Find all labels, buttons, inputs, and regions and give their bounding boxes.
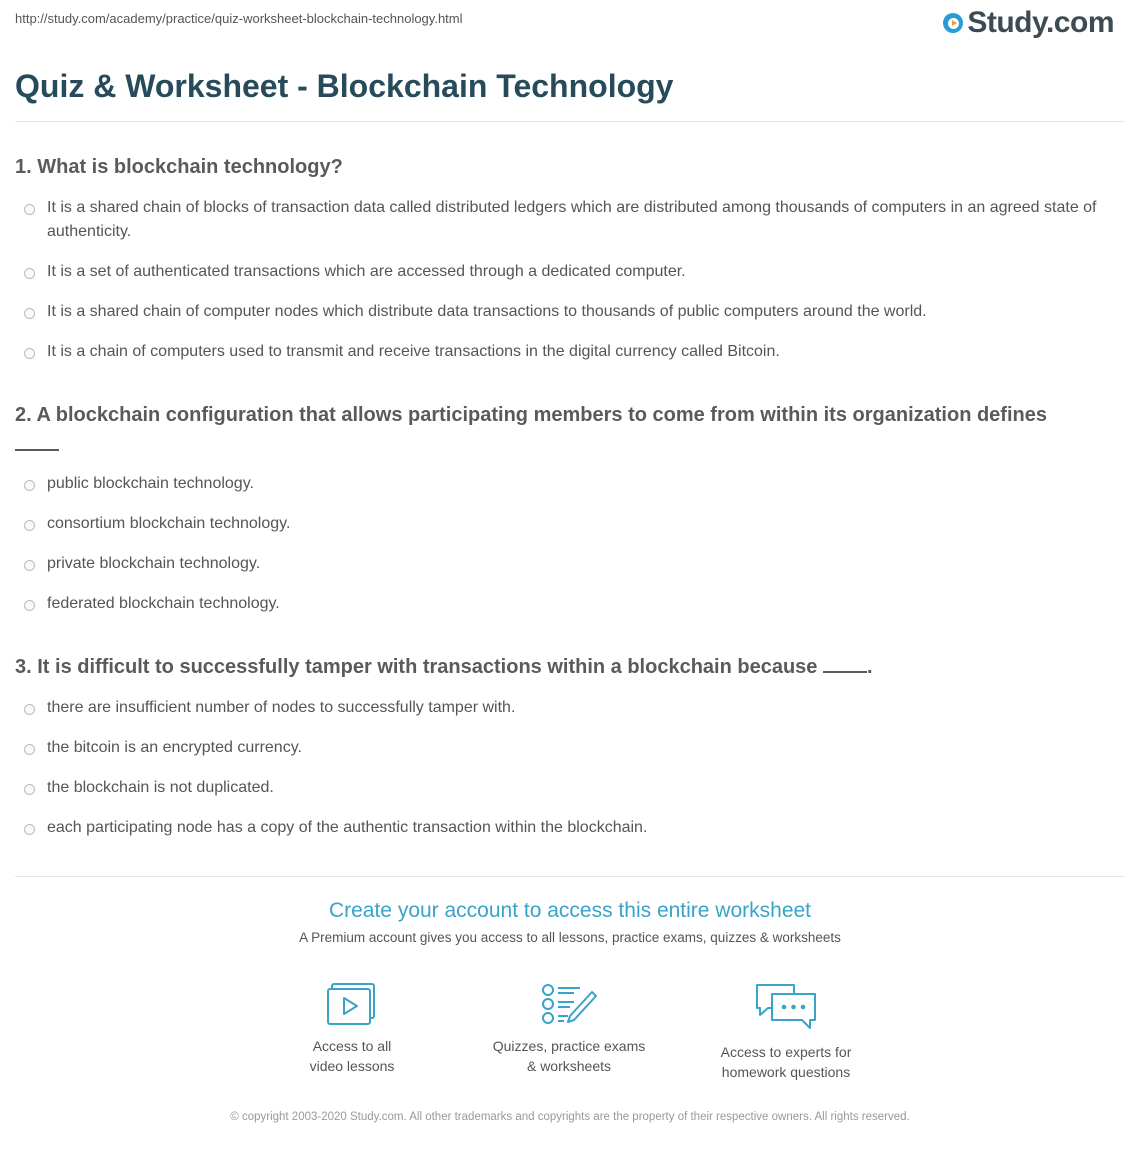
question-text (15, 400, 1115, 460)
feature-video-lessons (252, 982, 452, 1076)
question-1 (15, 152, 1115, 360)
answer-text: each participating node has a copy of the authentic transaction within the blockchain. (47, 819, 648, 836)
chat-experts-icon (754, 982, 818, 1034)
answer-option[interactable] (15, 512, 1115, 536)
page-title: Quiz & Worksheet - Blockchain Technology (15, 68, 674, 104)
radio-button[interactable] (24, 784, 35, 795)
answer-option[interactable] (15, 696, 1115, 720)
answer-blank (823, 653, 867, 673)
answer-option[interactable] (15, 340, 1115, 364)
answer-blank (15, 431, 59, 451)
logo-text: Study.com (967, 6, 1114, 39)
video-lesson-icon (326, 982, 378, 1028)
feature-label: Access to all video lessons (309, 1038, 395, 1074)
radio-button[interactable] (24, 268, 35, 279)
answer-text: private blockchain technology. (47, 555, 261, 572)
question-text-content: 2. A blockchain configuration that allows participating members to come from within its organization defines (15, 404, 1047, 426)
feature-label: Quizzes, practice exams & worksheets (492, 1038, 646, 1074)
radio-button[interactable] (24, 744, 35, 755)
radio-button[interactable] (24, 480, 35, 491)
answer-text: the bitcoin is an encrypted currency. (47, 739, 302, 756)
feature-experts (686, 982, 886, 1082)
answer-text: It is a shared chain of blocks of transaction data called distributed ledgers which are distributed among thousands of computers in an agreed state of authenticity. (47, 199, 1097, 240)
question-text: 1. What is blockchain technology? (15, 156, 343, 178)
question-2 (15, 400, 1115, 612)
quiz-checklist-icon (540, 982, 598, 1028)
answer-option[interactable] (15, 816, 1115, 840)
copyright-text: © copyright 2003-2020 Study.com. All other trademarks and copyrights are the property of their respective owners. All rights reserved. (230, 1111, 910, 1123)
question-text (15, 652, 1115, 682)
answer-text: consortium blockchain technology. (47, 515, 291, 532)
answer-option[interactable] (15, 776, 1115, 800)
cta-create-account-link[interactable]: Create your account to access this entire worksheet (328, 899, 812, 922)
answer-text: federated blockchain technology. (47, 595, 280, 612)
answer-text: It is a chain of computers used to transmit and receive transactions in the digital currency called Bitcoin. (47, 343, 780, 360)
answer-option[interactable] (15, 552, 1115, 576)
feature-label: Access to experts for homework questions (720, 1044, 852, 1080)
radio-button[interactable] (24, 348, 35, 359)
page-url: http://study.com/academy/practice/quiz-worksheet-blockchain-technology.html (15, 11, 463, 26)
radio-button[interactable] (24, 824, 35, 835)
radio-button[interactable] (24, 600, 35, 611)
feature-quizzes (469, 982, 669, 1076)
cta-subtitle: A Premium account gives you access to all lessons, practice exams, quizzes & worksheets (299, 930, 841, 945)
answer-option[interactable] (15, 736, 1115, 760)
answer-option[interactable] (15, 592, 1115, 616)
answer-option[interactable] (15, 196, 1115, 244)
radio-button[interactable] (24, 704, 35, 715)
play-logo-icon (943, 13, 963, 33)
answer-text: It is a set of authenticated transactions which are accessed through a dedicated computer. (47, 263, 686, 280)
radio-button[interactable] (24, 308, 35, 319)
study-logo[interactable] (943, 6, 1114, 40)
radio-button[interactable] (24, 560, 35, 571)
answer-text: the blockchain is not duplicated. (47, 779, 274, 796)
answer-option[interactable] (15, 472, 1115, 496)
radio-button[interactable] (24, 520, 35, 531)
question-text-content: 3. It is difficult to successfully tamper with transactions within a blockchain because (15, 656, 818, 678)
question-3 (15, 652, 1115, 836)
answer-option[interactable] (15, 300, 1115, 324)
answer-text: public blockchain technology. (47, 475, 254, 492)
question-text-end: . (866, 656, 873, 678)
divider (15, 121, 1125, 122)
answer-text: It is a shared chain of computer nodes which distribute data transactions to thousands of public computers around the world. (47, 303, 927, 320)
answer-text: there are insufficient number of nodes to successfully tamper with. (47, 699, 516, 716)
answer-option[interactable] (15, 260, 1115, 284)
radio-button[interactable] (24, 204, 35, 215)
divider (15, 876, 1125, 877)
